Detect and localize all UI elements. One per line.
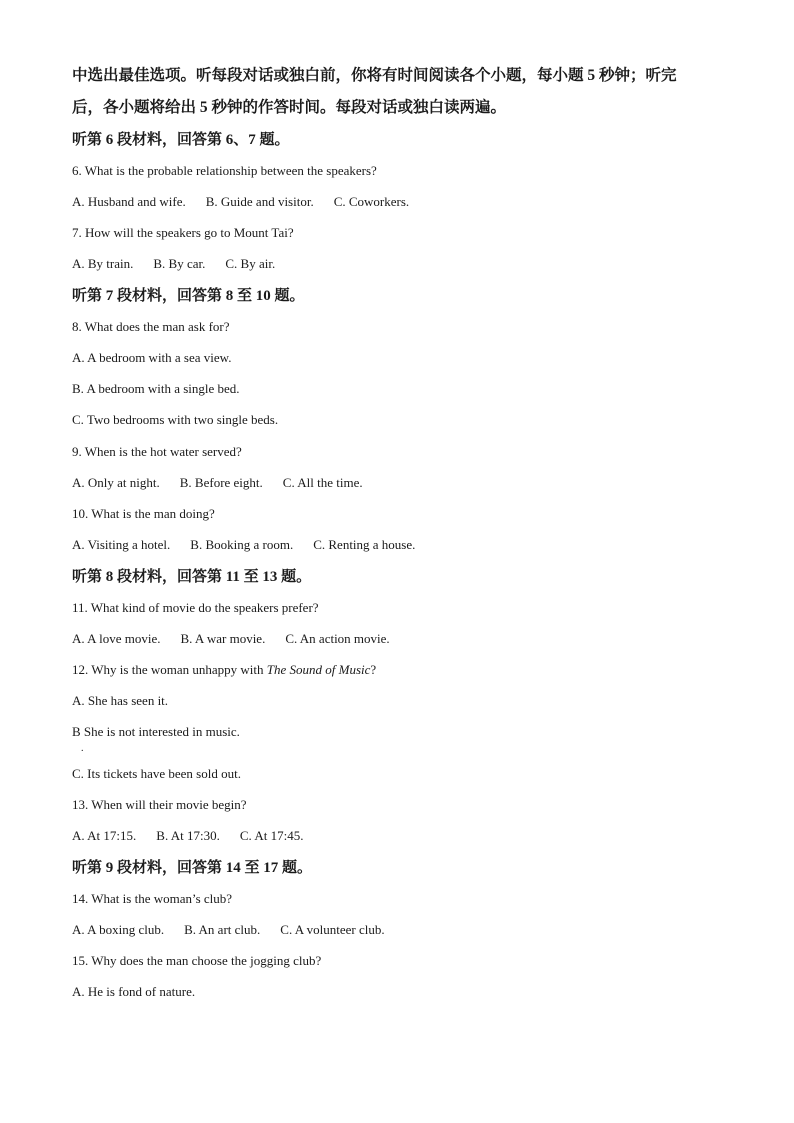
question-7-options — [72, 256, 275, 272]
option-c: C. Coworkers. — [333, 194, 410, 209]
option-c: C. At 17:45. — [239, 828, 304, 843]
question-13-stem: 13. When will their movie begin? — [72, 797, 247, 812]
option-a: A. By train. — [72, 256, 134, 271]
stem-text: 12. Why is the woman unhappy with — [72, 662, 267, 677]
question-7-stem: 7. How will the speakers go to Mount Tai? — [72, 225, 294, 240]
option-c: C. Renting a house. — [313, 537, 416, 552]
option-a: A. Husband and wife. — [72, 194, 186, 209]
option-c: C. A volunteer club. — [280, 922, 385, 937]
question-6-stem: 6. What is the probable relationship between the speakers? — [72, 163, 377, 178]
option-b: B. Guide and visitor. — [205, 194, 314, 209]
question-12-option-b: B She is not interested in music. — [72, 724, 240, 739]
option-a: A. At 17:15. — [72, 828, 137, 843]
section-heading-9: 听第 9 段材料，回答第 14 至 17 题。 — [72, 860, 313, 876]
intro-line-2: 后，各小题将给出 5 秒钟的作答时间。每段对话或独白读两遍。 — [72, 99, 507, 116]
movie-title: The Sound of Music — [266, 662, 371, 677]
stray-dot: . — [81, 743, 84, 754]
question-12-option-c: C. Its tickets have been sold out. — [72, 766, 241, 781]
option-b: B. Booking a room. — [190, 537, 294, 552]
option-b: B. At 17:30. — [156, 828, 220, 843]
question-8-option-a: A. A bedroom with a sea view. — [72, 350, 232, 365]
question-12-stem — [72, 662, 376, 678]
stem-end: ? — [370, 662, 377, 677]
question-11-stem: 11. What kind of movie do the speakers prefer? — [72, 600, 319, 615]
question-13-options — [72, 828, 303, 844]
question-14-stem: 14. What is the woman’s club? — [72, 891, 233, 906]
option-a: A. A love movie. — [72, 631, 161, 646]
section-heading-7: 听第 7 段材料，回答第 8 至 10 题。 — [72, 288, 305, 304]
option-c: C. An action movie. — [285, 631, 390, 646]
question-8-option-c: C. Two bedrooms with two single beds. — [72, 412, 279, 427]
option-b: B. An art club. — [184, 922, 261, 937]
question-6-options — [72, 194, 409, 210]
section-heading-6: 听第 6 段材料，回答第 6、7 题。 — [72, 132, 290, 148]
option-c: C. By air. — [225, 256, 276, 271]
question-11-options — [72, 631, 390, 647]
question-15-stem: 15. Why does the man choose the jogging club? — [72, 953, 322, 968]
intro-line-1: 中选出最佳选项。听每段对话或独白前，你将有时间阅读各个小题，每小题 5 秒钟；听完 — [72, 67, 677, 84]
question-10-stem: 10. What is the man doing? — [72, 506, 215, 521]
option-b: B. A war movie. — [180, 631, 266, 646]
question-9-stem: 9. When is the hot water served? — [72, 444, 242, 459]
section-heading-8: 听第 8 段材料，回答第 11 至 13 题。 — [72, 569, 312, 585]
option-a: A. A boxing club. — [72, 922, 165, 937]
option-b: B. Before eight. — [179, 475, 263, 490]
option-c: C. All the time. — [282, 475, 363, 490]
option-a: A. Visiting a hotel. — [72, 537, 171, 552]
question-9-options — [72, 475, 363, 491]
question-10-options — [72, 537, 415, 553]
question-8-stem: 8. What does the man ask for? — [72, 319, 230, 334]
option-b: B. By car. — [153, 256, 206, 271]
question-14-options — [72, 922, 385, 938]
question-12-option-a: A. She has seen it. — [72, 693, 169, 708]
option-a: A. Only at night. — [72, 475, 160, 490]
question-15-option-a: A. He is fond of nature. — [72, 984, 196, 999]
question-8-option-b: B. A bedroom with a single bed. — [72, 381, 240, 396]
